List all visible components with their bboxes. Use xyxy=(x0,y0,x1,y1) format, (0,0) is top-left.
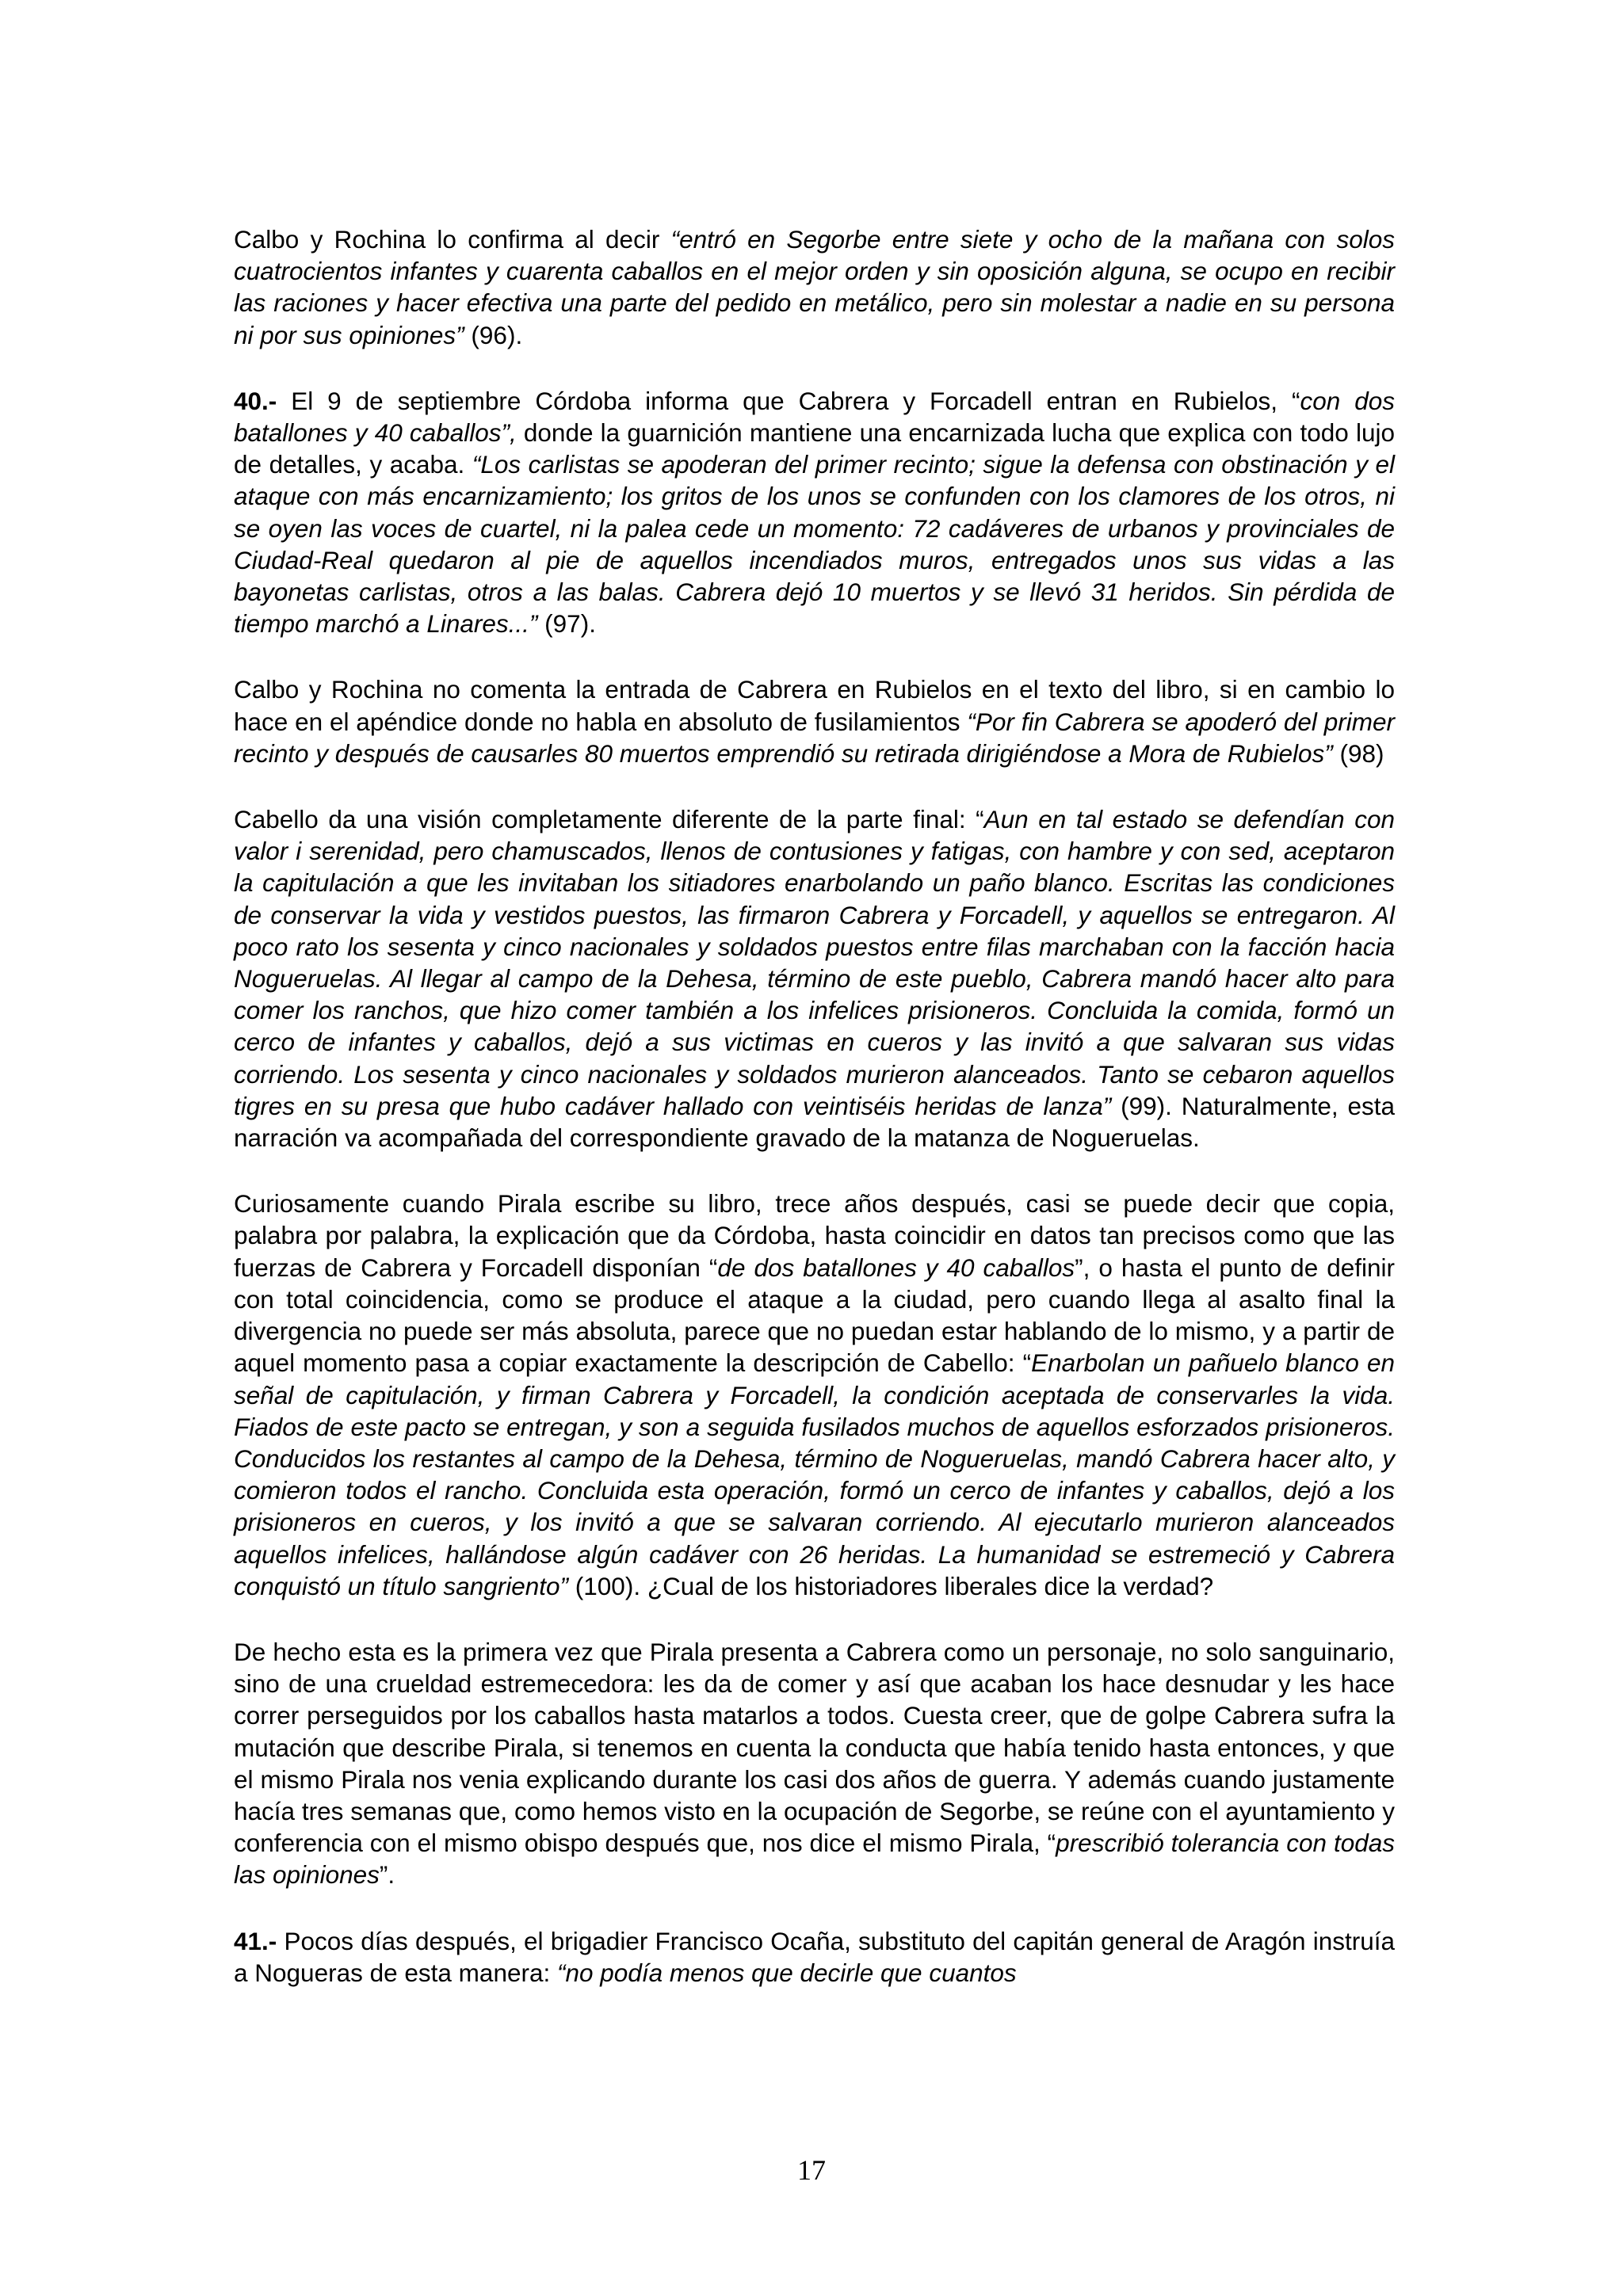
paragraph-6 xyxy=(234,1636,1395,1891)
paragraph-2 xyxy=(234,385,1395,640)
body-text: Pocos días después, el brigadier Francisco Ocaña, substituto del capitán general de Aragón instruía a Nogueras de esta manera: xyxy=(234,1926,1395,1987)
body-text: (98) xyxy=(1332,738,1384,768)
document-page-body xyxy=(234,223,1395,2023)
paragraph-7 xyxy=(234,1925,1395,1989)
quoted-text: Enarbolan un pañuelo blanco en señal de capitulación, y firman Cabrera y Forcadell, la condición aceptada de conservarles la vida. Fiados de este pacto se entregan, y son a seguida fusilados muchos de aquellos esforzados prisioneros. Conducidos los restantes al campo de la Dehesa, término de Nogueruelas, mandó Cabrera hacer alto, y comieron todos el rancho. Concluida esta operación, formó un cerco de infantes y caballos, dejó a los prisioneros en cueros, y los invitó a que se salvaran corriendo. Al ejecutarlo murieron alanceados aquellos infelices, hallándose algún cadáver con 26 heridas. La humanidad se estremeció y Cabrera conquistó un título sangriento” xyxy=(234,1348,1395,1600)
body-text: Calbo y Rochina no comenta la entrada de Cabrera en Rubielos en el texto del libro, si en cambio lo hace en el apéndice donde no habla en absoluto de fusilamientos xyxy=(234,675,1395,736)
body-text: De hecho esta es la primera vez que Pirala presenta a Cabrera como un personaje, no solo sanguinario, sino de una crueldad estremecedora: les da de comer y así que acaban los hace desnudar y les hace correr perseguidos por los caballos hasta matarlos a todos. Cuesta creer, que de golpe Cabrera sufra la mutación que describe Pirala, si tenemos en cuenta la conducta que había tenido hasta entonces, y que el mismo Pirala nos venia explicando durante los casi dos años de guerra. Y además cuando justamente hacía tres semanas que, como hemos visto en la ocupación de Segorbe, se reúne con el ayuntamiento y conferencia con el mismo obispo después que, nos dice el mismo Pirala, “ xyxy=(234,1637,1395,1858)
body-text: Curiosamente cuando Pirala escribe su libro, trece años después, casi se puede decir que copia, palabra por palabra, la explicación que da Córdoba, hasta coincidir en datos tan precisos como que las fuerzas de Cabrera y Forcadell disponían “ xyxy=(234,1189,1395,1282)
section-number: 40.- xyxy=(234,386,277,415)
section-number: 41.- xyxy=(234,1926,277,1955)
quoted-text: Aun en tal estado se defendían con valor i serenidad, pero chamuscados, llenos de contusiones y fatigas, con hambre y con sed, aceptaron la capitulación a que les invitaban los sitiadores enarbolando un paño blanco. Escritas las condiciones de conservar la vida y vestidos puestos, las firmaron Cabrera y Forcadell, y aquellos se entregaron. Al poco rato los sesenta y cinco nacionales y soldados puestos entre filas marchaban con la facción hacia Nogueruelas. Al llegar al campo de la Dehesa, término de este pueblo, Cabrera mandó hacer alto para comer los ranchos, que hizo comer también a los infelices prisioneros. Concluida la comida, formó un cerco de infantes y caballos, dejó a sus victimas en cueros y las invitó a que salvaran sus vidas corriendo. Los sesenta y cinco nacionales y soldados murieron alanceados. Tanto se cebaron aquellos tigres en su presa que hubo cadáver hallado con veintiséis heridas de lanza” xyxy=(234,805,1395,1120)
quoted-text: “entró en Segorbe entre siete y ocho de la mañana con solos cuatrocientos infantes y cuarenta caballos en el mejor orden y sin oposición alguna, se ocupo en recibir las raciones y hacer efectiva una parte del pedido en metálico, pero sin molestar a nadie en su persona ni por sus opiniones” xyxy=(234,225,1396,349)
body-text: Cabello da una visión completamente diferente de la parte final: “ xyxy=(234,805,984,834)
body-text: (97). xyxy=(537,609,596,639)
body-text: (100). ¿Cual de los historiadores liberales dice la verdad? xyxy=(568,1571,1214,1600)
body-text: El 9 de septiembre Córdoba informa que Cabrera y Forcadell entran en Rubielos, “ xyxy=(277,386,1300,415)
paragraph-1 xyxy=(234,223,1395,351)
paragraph-3 xyxy=(234,673,1395,769)
paragraph-5 xyxy=(234,1188,1395,1602)
body-text: (99). Naturalmente, esta narración va acompañada del correspondiente gravado de la matanza de Nogueruelas. xyxy=(234,1091,1395,1153)
body-text: ”, o hasta el punto de definir con total coincidencia, como se produce el ataque a la ciudad, pero cuando llega al asalto final la divergencia no puede ser más absoluta, parece que no puedan estar hablando de lo mismo, y a partir de aquel momento pasa a copiar exactamente la descripción de Cabello: “ xyxy=(234,1253,1395,1378)
paragraph-4 xyxy=(234,803,1395,1154)
quoted-text: “Los carlistas se apoderan del primer recinto; sigue la defensa con obstinación y el ataque con más encarnizamiento; los gritos de los unos se confunden con los clamores de los otros, ni se oyen las voces de cuartel, ni la palea cede un momento: 72 cadáveres de urbanos y provinciales de Ciudad-Real quedaron al pie de aquellos incendiados muros, entregados unos sus vidas a las bayonetas carlistas, otros a las balas. Cabrera dejó 10 muertos y se llevó 31 heridos. Sin pérdida de tiempo marchó a Linares...” xyxy=(234,450,1395,639)
body-text: (96). xyxy=(464,320,523,349)
quoted-text: prescribió tolerancia con todas las opiniones xyxy=(234,1829,1396,1890)
quoted-text: “Por fin Cabrera se apoderó del primer recinto y después de causarles 80 muertos emprendió su retirada dirigiéndose a Mora de Rubielos” xyxy=(234,707,1395,768)
body-text: Calbo y Rochina lo confirma al decir xyxy=(234,225,671,254)
body-text: donde la guarnición mantiene una encarnizada lucha que explica con todo lujo de detalles, y acaba. xyxy=(234,418,1395,479)
body-text: ”. xyxy=(379,1860,395,1890)
quoted-text: de dos batallones y 40 caballos xyxy=(717,1253,1075,1282)
quoted-text: “no podía menos que decirle que cuantos xyxy=(557,1958,1017,1987)
page-number: 17 xyxy=(797,2154,826,2186)
quoted-text: con dos batallones y 40 caballos”, xyxy=(234,386,1396,448)
